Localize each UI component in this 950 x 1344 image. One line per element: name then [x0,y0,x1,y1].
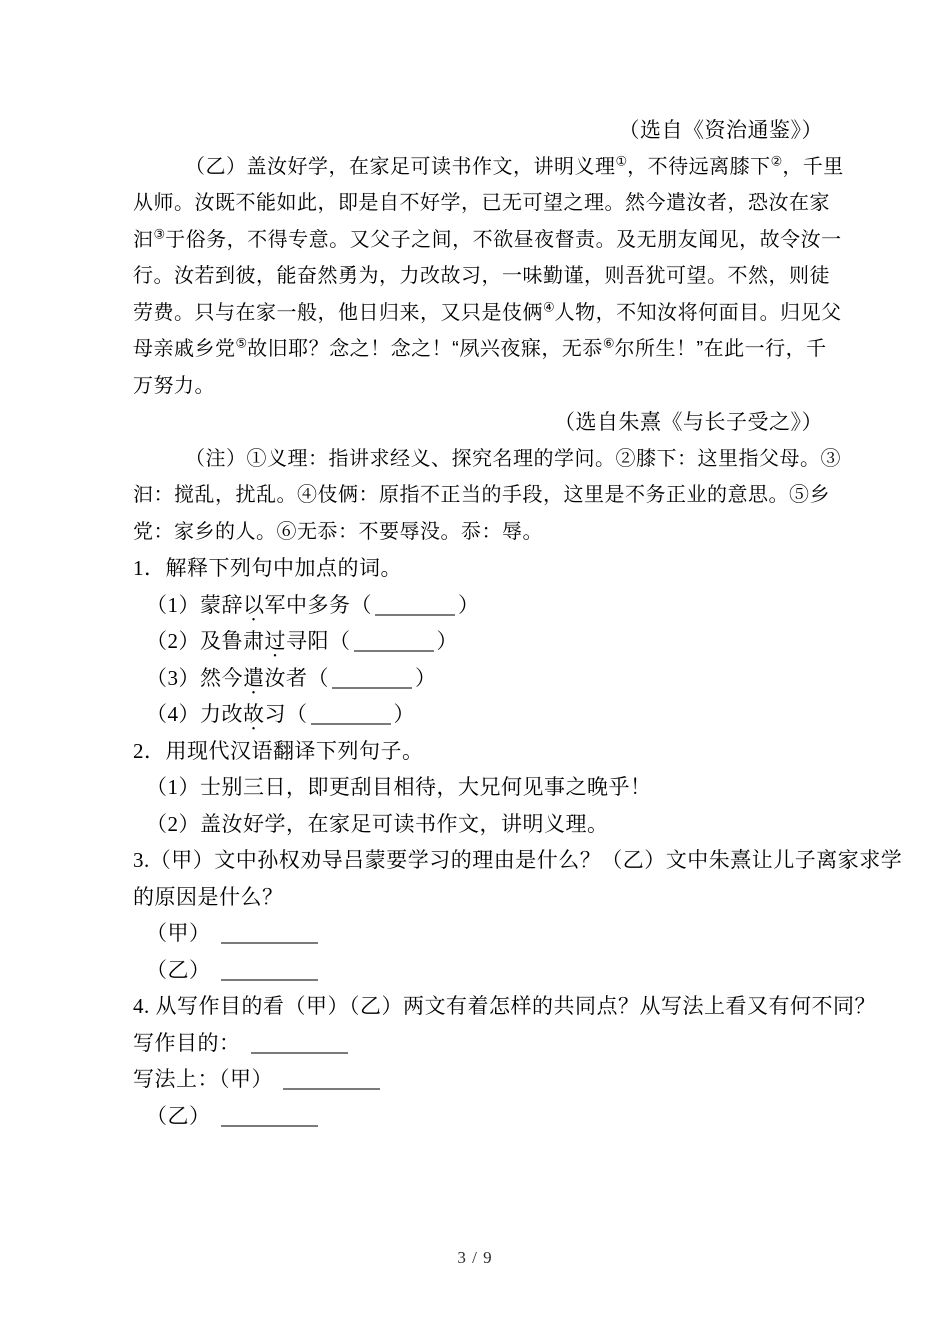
note-ref-superscript: ⑥ [602,335,615,351]
question-3-stem-line-1 [133,842,903,879]
text-run: 汩：搅乱，扰乱。④伎俩：原指不正当的手段，这里是不务正业的意思。⑤乡 [133,484,830,506]
question-4-answer-method-yi [133,1098,833,1135]
answer-blank [311,709,391,725]
page-number: 3 / 9 [457,1248,493,1267]
passage-yi-line-2 [133,185,833,222]
notes-line-3 [133,514,833,551]
text-run: 党：家乡的人。⑥无忝：不要辱没。忝：辱。 [133,520,543,543]
passage-yi-line-5 [133,295,842,332]
passage-yi-line-6 [133,331,833,368]
attribution-zizhitongjian [133,112,833,149]
question-1-stem [133,550,833,587]
answer-blank [354,636,434,652]
text-run: ，千里 [782,155,844,178]
note-ref-superscript: ② [770,152,783,168]
question-3-stem-line-2 [133,879,833,916]
text-run: 2．用现代汉语翻译下列句子。 [133,738,424,763]
question-4-answer-method-jia [133,1061,833,1098]
text-run: 写法上：（甲） [133,1067,273,1091]
text-run: 寻阳（ [286,629,351,653]
text-run: 人物，不知汝将何面目。归见父 [554,301,842,324]
text-run: （3）然今 [146,665,243,690]
question-1-item-3 [133,660,833,697]
text-run: 汩 [133,228,154,251]
dotted-emphasis-char: 以 [243,592,265,617]
question-3-answer-yi [133,952,833,989]
answer-blank [221,1111,318,1127]
text-run: 母亲戚乡党 [133,338,236,360]
text-run: 的原因是什么？ [133,884,284,909]
text-run: ） [393,702,415,726]
text-run: 习（ [264,702,308,726]
dotted-emphasis-char: 遣 [243,665,265,690]
text-run: 军中多务（ [264,592,372,617]
question-1-item-1 [133,587,833,624]
answer-blank [332,673,412,689]
text-run: （4）力改 [146,702,243,726]
notes-line-2 [133,477,833,514]
text-run: 从师。汝既不能如此，即是自不好学，已无可望之理。然今遣汝者，恐汝在家 [133,192,830,214]
text-run: （乙） [146,957,211,982]
text-run: 于俗务，不得专意。又父子之间，不欲昼夜督责。及无朋友闻见，故令汝一 [165,228,842,251]
text-run: （选自朱熹《与长子受之》） [554,410,823,434]
question-3-answer-jia [133,915,833,952]
passage-yi-line-7 [133,368,833,405]
answer-blank [221,928,318,944]
question-1-item-4 [133,696,833,733]
text-run: 3.（甲）文中孙权劝导吕蒙要学习的理由是什么？（乙）文中朱熹让儿子离家求学 [133,848,903,872]
note-ref-superscript: ⑤ [235,335,248,351]
text-run: 万努力。 [133,374,215,397]
text-run: （乙） [146,1103,211,1128]
text-run: （1）蒙辞 [146,592,243,617]
text-run: 1．解释下列句中加点的词。 [133,556,402,580]
answer-blank [375,600,455,616]
text-run: （2）盖汝好学，在家足可读书作文，讲明义理。 [146,811,609,836]
text-run: （乙）盖汝好学，在家足可读书作文，讲明义理 [185,155,616,178]
dotted-emphasis-char: 故 [243,702,265,726]
dotted-emphasis-char: 过 [264,629,286,653]
question-1-item-2 [133,623,833,660]
text-run: 行。汝若到彼，能奋然勇为，力改故习，一味勤谨，则吾犹可望。不然，则徒 [133,265,830,287]
answer-blank [283,1074,380,1090]
text-run: 4. 从写作目的看（甲）（乙）两文有着怎样的共同点？从写法上看又有何不同？ [133,994,876,1018]
answer-blank [221,965,318,981]
question-2-item-1 [133,769,833,806]
note-ref-superscript: ③ [153,225,166,241]
text-run: 汝者（ [264,665,329,690]
text-run: （2）及鲁肃 [146,629,265,653]
text-run: （1）士别三日，即更刮目相待，大兄何见事之晚乎！ [146,775,652,799]
note-ref-superscript: ④ [543,298,555,314]
text-run: ，不待远离膝下 [627,155,771,178]
question-2-stem [133,733,833,770]
text-run: ） [436,629,458,653]
notes-line-1 [133,441,841,478]
text-run: （甲） [146,921,211,945]
document-body [133,112,903,1134]
question-4-answer-purpose [133,1025,833,1062]
text-run: 写作目的： [133,1030,241,1055]
answer-blank [251,1038,348,1054]
text-run: 故旧耶？念之！念之！“夙兴夜寐，无忝 [247,338,603,360]
text-run: 尔所生！”在此一行，千 [614,338,827,360]
question-4-stem [133,988,876,1025]
passage-yi-line-3 [133,222,842,259]
text-run: （选自《资治通鉴》） [618,118,823,142]
note-ref-superscript: ① [615,152,628,168]
text-run: （注）①义理：指讲求经义、探究名理的学问。②膝下：这里指父母。③ [185,447,841,470]
passage-yi-line-4 [133,258,833,295]
text-run: 劳费。只与在家一般，他日归来，又只是伎俩 [133,301,543,324]
attribution-zhuxi [133,404,833,441]
passage-yi-line-1 [133,149,844,186]
text-run: ） [458,592,480,617]
text-run: ） [415,665,437,690]
question-2-item-2 [133,806,833,843]
